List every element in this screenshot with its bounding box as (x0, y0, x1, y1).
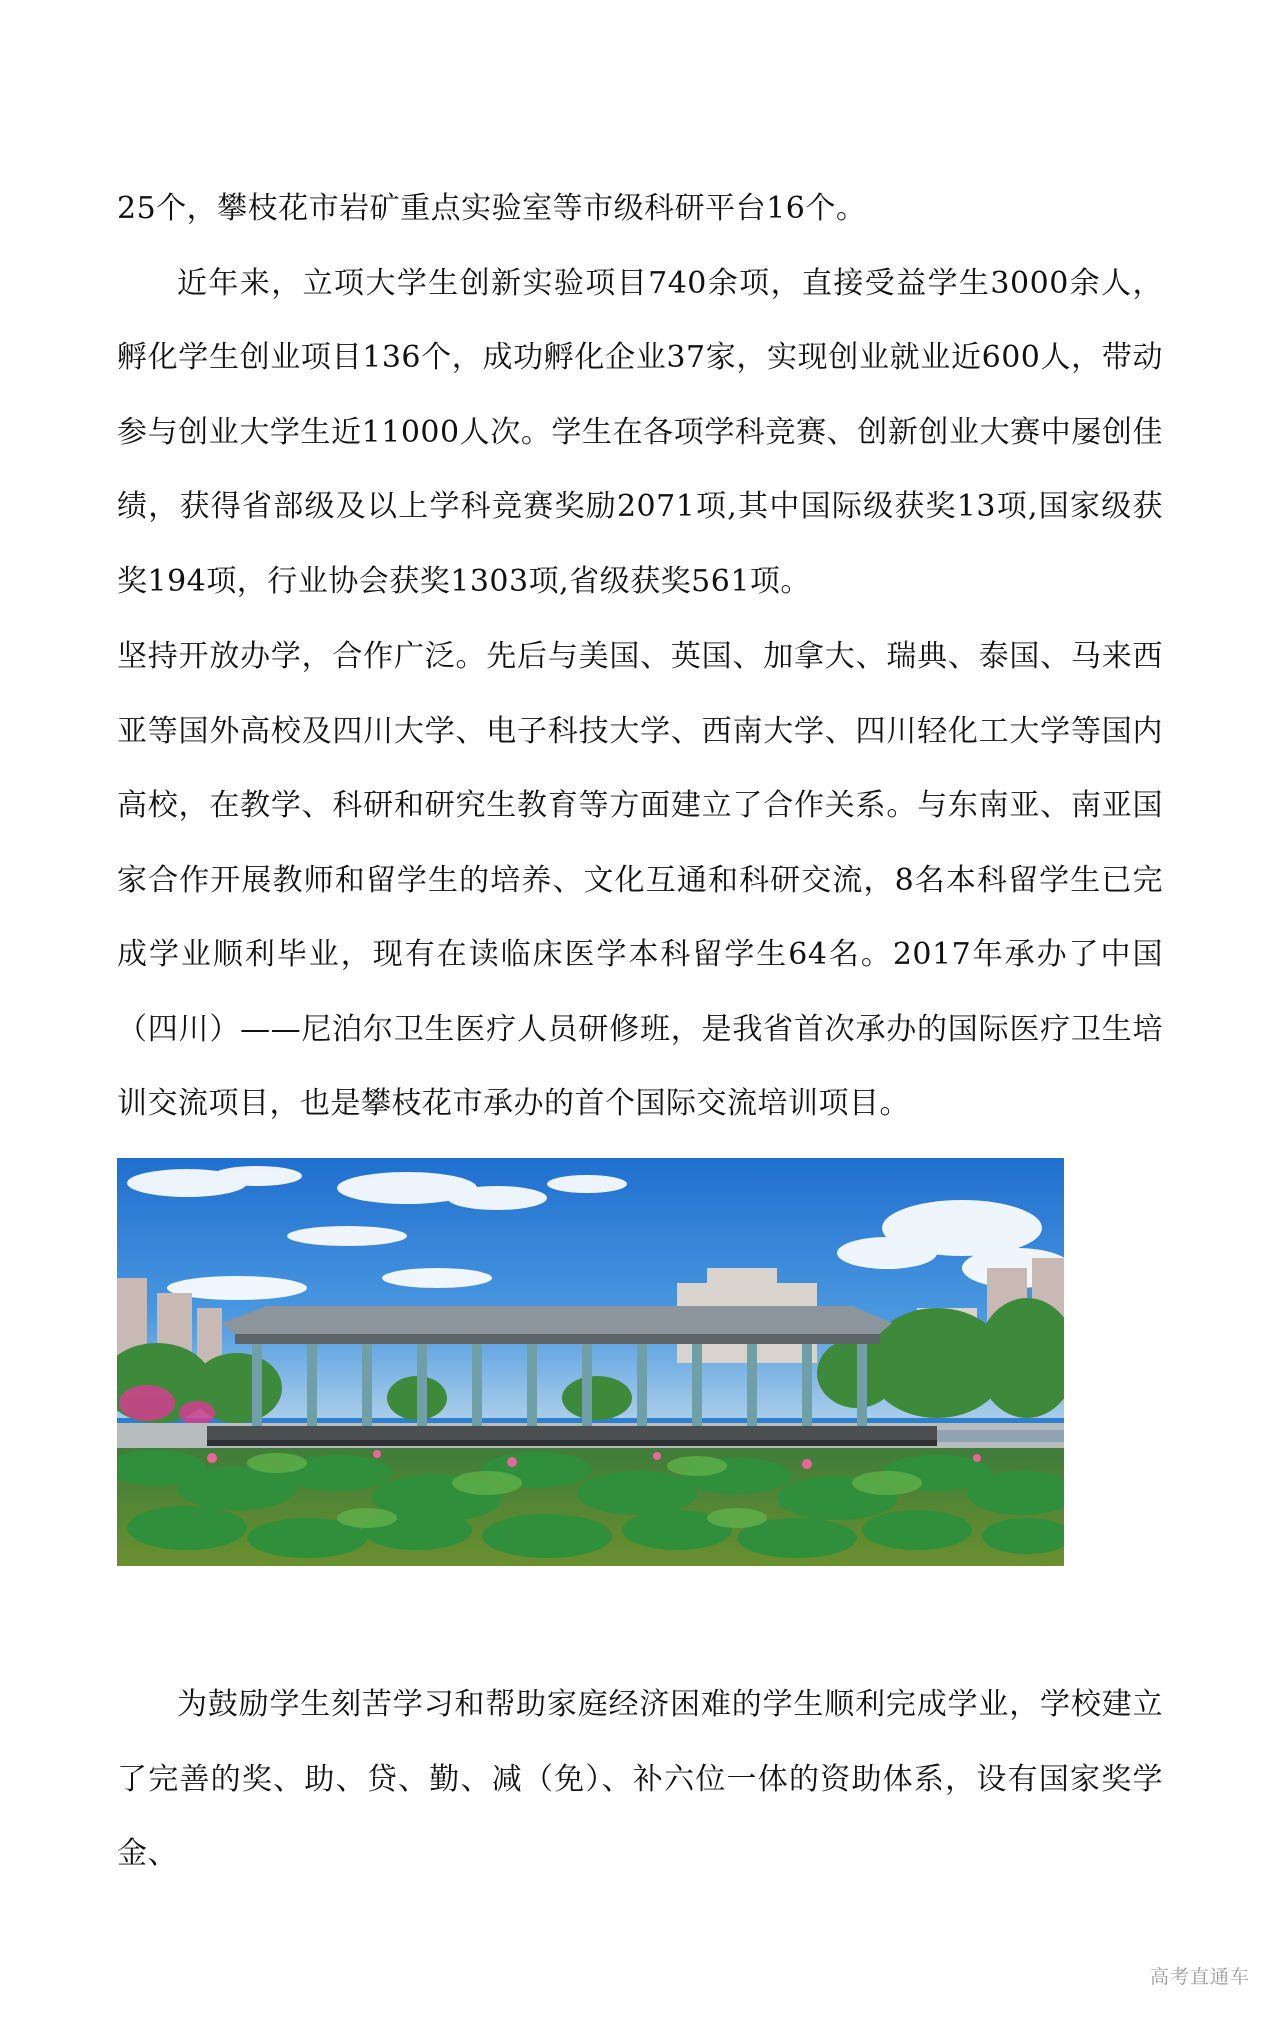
paragraph-innovation: 近年来，立项大学生创新实验项目740余项，直接受益学生3000余人，孵化学生创业项目136个，成功孵化企业37家，实现创业就业近600人，带动参与创业大学生近11000人次。学生在各项学科竞赛、创新创业大赛中屡创佳绩，获得省部级及以上学科竞赛奖励2071项,其中国际级获奖13项,国家级获奖194项，行业协会获奖1303项,省级获奖561项。 (117, 265, 1163, 599)
watermark-label: 高考直通车 (1149, 1966, 1250, 1988)
text-block-bottom (117, 1668, 1163, 1892)
campus-pavilion-photo (117, 1158, 1064, 1566)
paragraph-financial-aid: 为鼓励学生刻苦学习和帮助家庭经济困难的学生顺利完成学业，学校建立了完善的奖、助、贷、勤、减（免）、补六位一体的资助体系，设有国家奖学金、 (117, 1687, 1163, 1871)
text-block-middle (117, 620, 1163, 1142)
paragraph-cooperation: 坚持开放办学，合作广泛。先后与美国、英国、加拿大、瑞典、泰国、马来西亚等国外高校及四川大学、电子科技大学、西南大学、四川轻化工大学等国内高校，在教学、科研和研究生教育等方面建立了合作关系。与东南亚、南亚国家合作开展教师和留学生的培养、文化互通和科研交流，8名本科留学生已完成学业顺利毕业，现有在读临床医学本科留学生64名。2017年承办了中国（四川）——尼泊尔卫生医疗人员研修班，是我省首次承办的国际医疗卫生培训交流项目，也是攀枝花市承办的首个国际交流培训项目。 (117, 639, 1163, 1121)
paragraph-continuation: 25个，攀枝花市岩矿重点实验室等市级科研平台16个。 (117, 191, 867, 226)
text-block-top (117, 172, 1163, 619)
campus-pavilion-illustration (117, 1158, 1064, 1566)
